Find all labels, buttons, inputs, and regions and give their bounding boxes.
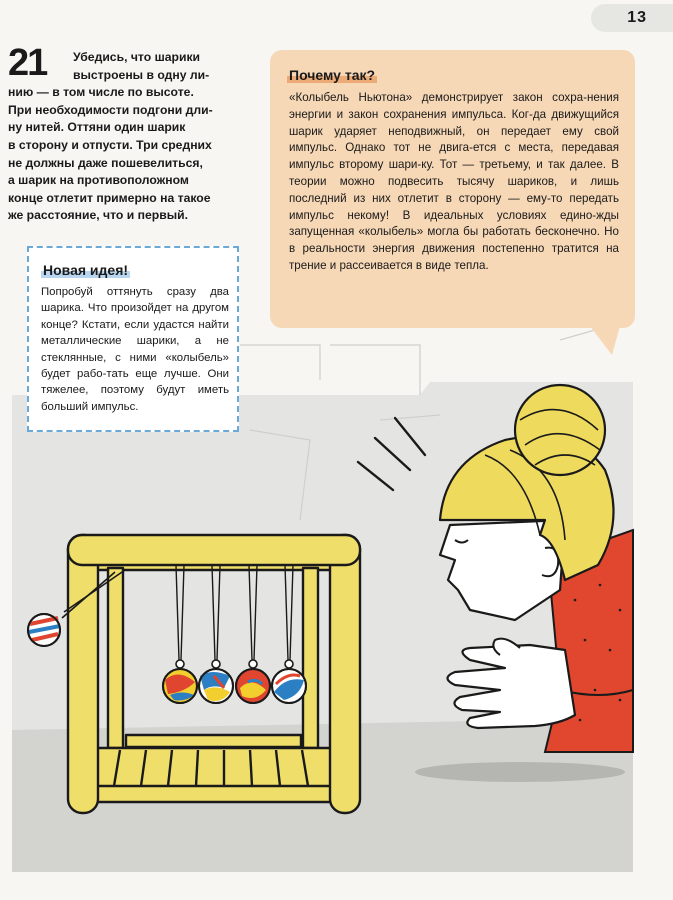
step-line-1: Убедись, что шарики [73,50,201,64]
new-idea-text: Попробуй оттянуть сразу два шарика. Что произойдет на другом конце? Кстати, если удастся найти металлические шарики, а не стеклянные, с ними «колыбель» будет рабо-тать еще лучше. Они тяжелее, поэтому будут иметь больший импульс. [41,286,229,413]
step-line-4: При необходимости подгони дли- [8,102,213,117]
why-title: Почему так? [289,67,376,83]
why-box [270,50,635,328]
step-line-7: не должны даже пошевелиться, [8,155,203,170]
step-line-9: конце отлетит примерно на такое [8,190,211,205]
step-line-8: а шарик на противоположном [8,173,189,188]
new-idea-title: Новая идея! [43,262,129,278]
step-line-10: же расстояние, что и первый. [8,208,188,223]
step-line-5: ну нитей. Оттяни один шарик [8,120,186,135]
step-line-2: выстроены в одну ли- [73,67,210,82]
step-line-6: в сторону и отпусти. Три средних [8,137,212,152]
step-number: 21 [8,42,47,84]
why-text: «Колыбель Ньютона» демонстрирует закон сохра-нения энергии и закон сохранения импульса. Ког-да движущийся шарик ударяет неподвижный, он передает ему свой импульс. Однако тот не двига-ется с места, передавая импульс второму шари-ку. Тот — третьему, и так далее. В теории можно подвесить тысячу шариков, и лишь последний из них отлетит в сторону — ему-то передать импульс некому! В идеальных условиях едино-жды запущенная «колыбель» могла бы работать бесконечно. Но в реальности энергия движения постепенно тратится на трение и рассеивается в виде тепла. [289,91,619,272]
page-number: 13 [627,9,647,26]
step-line-3: нию — в том числе по высоте. [8,85,194,100]
